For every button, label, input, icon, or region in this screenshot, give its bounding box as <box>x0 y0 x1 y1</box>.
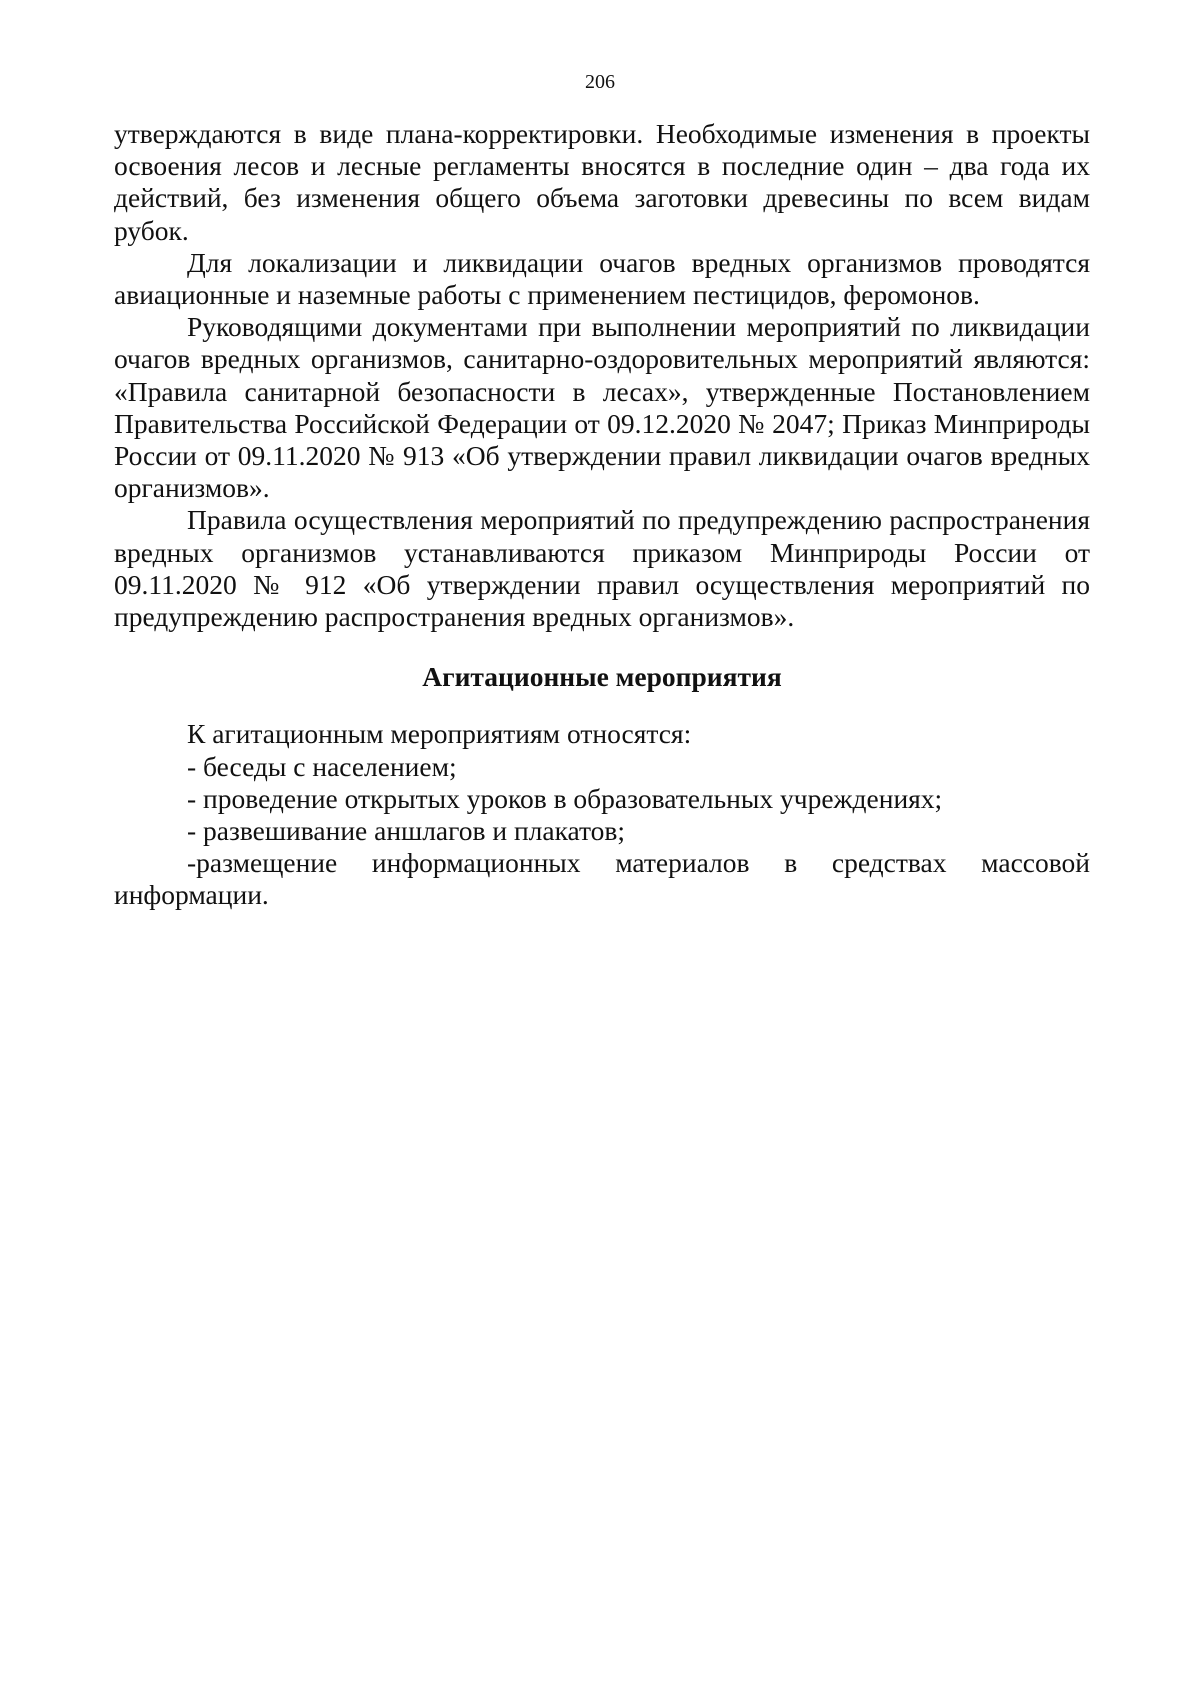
paragraph-prevention-rules: Правила осуществления мероприятий по предупреждению распространения вредных организмов устанавливаются приказом Минприроды России от 09.11.2020 № 912 «Об утверждении правил осуществления мероприятий по предупреждению распространения вредных организмов». <box>114 504 1090 633</box>
paragraph-continuation: утверждаются в виде плана-корректировки. Необходимые изменения в проекты освоения лесов и лесные регламенты вносятся в последние один – два года их действий, без изменения общего объема заготовки древесины по всем видам рубок. <box>114 118 1090 246</box>
paragraph-localization: Для локализации и ликвидации очагов вредных организмов проводятся авиационные и наземные работы с применением пестицидов, феромонов. <box>114 246 1090 311</box>
list-item: - беседы с населением; <box>187 750 457 782</box>
section-intro: К агитационным мероприятиям относятся: <box>187 718 692 750</box>
page-number: 206 <box>585 71 615 93</box>
section-heading: Агитационные мероприятия <box>422 661 782 693</box>
list-item: - развешивание аншлагов и плакатов; <box>187 815 626 847</box>
paragraph-guiding-documents: Руководящими документами при выполнении мероприятий по ликвидации очагов вредных организмов, санитарно-оздоровительных мероприятий являются: «Правила санитарной безопасности в лесах», утвержденные Постановлением Правительства Российской Федерации от 09.12.2020 № 2047; Приказ Минприроды России от 09.11.2020 № 913 «Об утверждении правил ликвидации очагов вредных организмов». <box>114 311 1090 504</box>
list-item: -размещение информационных материалов в средствах массовой информации. <box>114 847 1090 911</box>
list-item: - проведение открытых уроков в образовательных учреждениях; <box>187 782 943 814</box>
document-body <box>114 118 1090 912</box>
